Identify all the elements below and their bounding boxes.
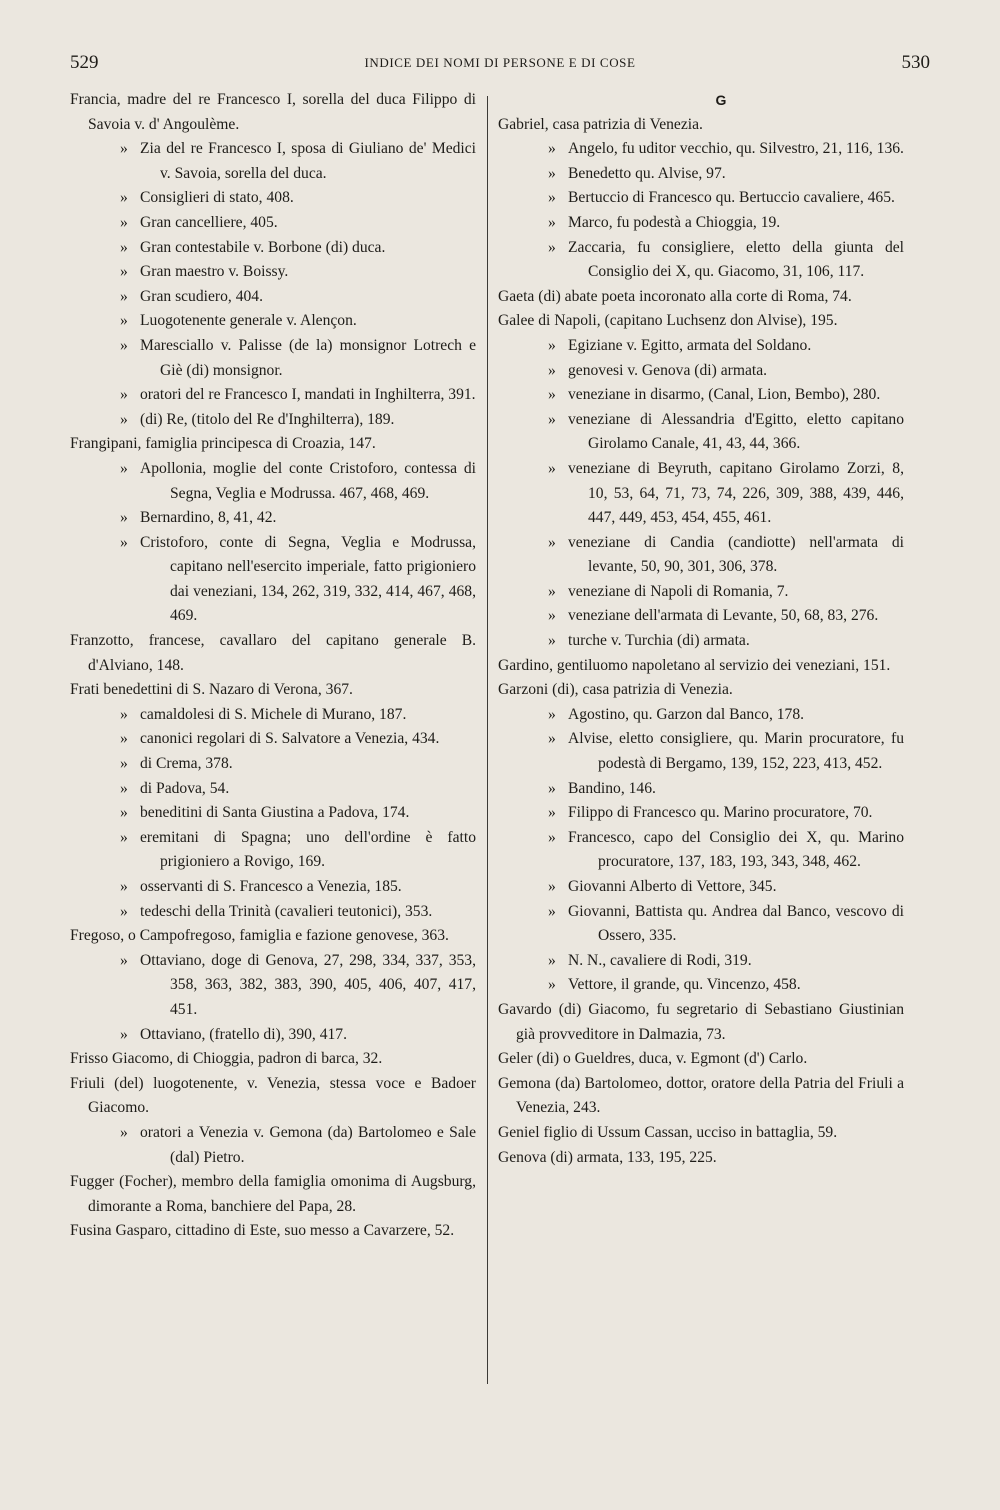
ditto-mark: »: [120, 263, 128, 281]
index-entry: Gavardo (di) Giacomo, fu segretario di Sebastiano Giustinian già provveditore in Dalmazia, 73.: [498, 1000, 904, 1043]
index-entry: Galee di Napoli, (capitano Luchsenz don Alvise), 195.: [498, 312, 838, 330]
section-letter: G: [715, 92, 727, 108]
ditto-mark: »: [120, 386, 128, 404]
subentry-text: di Crema, 378.: [140, 755, 233, 773]
subentry-text: Francesco, capo del Consiglio dei X, qu. Marino procuratore, 137, 183, 193, 343, 348, 462.: [568, 828, 904, 871]
index-subentry: [70, 826, 476, 875]
index-subentry: [498, 629, 904, 654]
subentry-text: Zaccaria, fu consigliere, eletto della giunta del Consiglio dei X, qu. Giacomo, 31, 106, 117.: [568, 238, 904, 281]
subentry-text: Apollonia, moglie del conte Cristoforo, contessa di Segna, Veglia e Modrussa. 467, 468, 469.: [140, 459, 476, 502]
subentry-text: Angelo, fu uditor vecchio, qu. Silvestro, 21, 116, 136.: [568, 140, 904, 158]
page-header: [0, 52, 1000, 82]
ditto-mark: »: [548, 361, 556, 379]
index-subentry: [498, 457, 904, 531]
running-title: INDICE DEI NOMI DI PERSONE E DI COSE: [364, 55, 636, 70]
ditto-mark: »: [548, 951, 556, 969]
index-entry: Francia, madre del re Francesco I, sorella del duca Filippo di Savoia v. d' Angoulème.: [70, 91, 476, 133]
index-subentry: [498, 949, 904, 974]
subentry-text: di Padova, 54.: [140, 779, 230, 797]
subentry-text: Vettore, il grande, qu. Vincenzo, 458.: [568, 976, 801, 994]
ditto-mark: »: [548, 189, 556, 207]
page-number-right: 530: [901, 52, 930, 73]
subentry-text: beneditini di Santa Giustina a Padova, 174.: [140, 804, 410, 822]
index-subentry: [70, 506, 476, 531]
index-entry: Geler (di) o Gueldres, duca, v. Egmont (d') Carlo.: [498, 1050, 808, 1068]
subentry-text: veneziane dell'armata di Levante, 50, 68, 83, 276.: [568, 607, 879, 625]
index-subentry: [70, 531, 476, 629]
subentry-text: Consiglieri di stato, 408.: [140, 189, 294, 207]
subentry-text: Luogotenente generale v. Alençon.: [140, 312, 357, 330]
index-subentry: [498, 211, 904, 236]
index-subentry: [498, 334, 904, 359]
index-subentry: [70, 211, 476, 236]
index-subentry: [498, 875, 904, 900]
subentry-text: veneziane di Napoli di Romania, 7.: [568, 582, 789, 600]
ditto-mark: »: [548, 607, 556, 625]
ditto-mark: »: [548, 336, 556, 354]
index-subentry: [70, 1121, 476, 1170]
page-number-left: 529: [70, 52, 99, 73]
index-entry: Fusina Gasparo, cittadino di Este, suo messo a Cavarzere, 52.: [70, 1222, 455, 1240]
ditto-mark: »: [120, 140, 128, 158]
subentry-text: Giovanni, Battista qu. Andrea dal Banco, vescovo di Ossero, 335.: [568, 902, 904, 945]
index-subentry: [70, 752, 476, 777]
subentry-text: Alvise, eletto consigliere, qu. Marin procuratore, fu podestà di Bergamo, 139, 152, 223, 413, 452.: [568, 730, 904, 773]
subentry-text: Zia del re Francesco I, sposa di Giuliano de' Medici v. Savoia, sorella del duca.: [140, 140, 476, 182]
subentry-text: Giovanni Alberto di Vettore, 345.: [568, 878, 777, 895]
subentry-text: Ottaviano, (fratello di), 390, 417.: [140, 1025, 347, 1043]
ditto-mark: »: [120, 238, 128, 256]
index-subentry: [498, 580, 904, 605]
ditto-mark: »: [120, 459, 128, 477]
ditto-mark: »: [120, 1123, 128, 1141]
subentry-text: Gran contestabile v. Borbone (di) duca.: [140, 238, 386, 256]
ditto-mark: »: [548, 410, 556, 428]
ditto-mark: »: [548, 386, 556, 404]
subentry-text: veneziane in disarmo, (Canal, Lion, Bembo), 280.: [568, 386, 881, 404]
subentry-text: oratori a Venezia v. Gemona (da) Bartolomeo e Sale (dal) Pietro.: [140, 1123, 476, 1166]
ditto-mark: »: [120, 287, 128, 305]
ditto-mark: »: [120, 336, 128, 354]
index-entry: Frisso Giacomo, di Chioggia, padron di barca, 32.: [70, 1050, 383, 1068]
subentry-text: Bernardino, 8, 41, 42.: [140, 509, 277, 527]
index-entry: Genova (di) armata, 133, 195, 225.: [498, 1148, 717, 1166]
ditto-mark: »: [120, 705, 128, 723]
ditto-mark: »: [120, 730, 128, 748]
subentry-text: Filippo di Francesco qu. Marino procuratore, 70.: [568, 804, 873, 822]
subentry-text: Egiziane v. Egitto, armata del Soldano.: [568, 336, 812, 354]
index-subentry: [70, 383, 476, 408]
ditto-mark: »: [548, 902, 556, 920]
index-subentry: [70, 137, 476, 186]
index-subentry: [498, 727, 904, 776]
ditto-mark: »: [120, 1025, 128, 1043]
subentry-text: (di) Re, (titolo del Re d'Inghilterra), 189.: [140, 410, 395, 428]
ditto-mark: »: [120, 878, 128, 895]
ditto-mark: »: [120, 509, 128, 527]
subentry-text: Gran scudiero, 404.: [140, 287, 263, 305]
ditto-mark: »: [120, 804, 128, 822]
ditto-mark: »: [120, 213, 128, 231]
ditto-mark: »: [120, 410, 128, 428]
ditto-mark: »: [120, 828, 128, 846]
ditto-mark: »: [120, 951, 128, 969]
index-subentry: [498, 137, 904, 162]
ditto-mark: »: [120, 533, 128, 551]
ditto-mark: »: [548, 705, 556, 723]
subentry-text: tedeschi della Trinità (cavalieri teutonici), 353.: [140, 902, 433, 920]
ditto-mark: »: [548, 828, 556, 846]
ditto-mark: »: [548, 632, 556, 650]
index-subentry: [70, 727, 476, 752]
index-subentry: [498, 801, 904, 826]
subentry-text: Maresciallo v. Palisse (de la) monsignor Lotrech e Giè (di) monsignor.: [140, 336, 476, 379]
index-subentry: [70, 900, 476, 925]
index-subentry: [70, 703, 476, 728]
ditto-mark: »: [548, 533, 556, 551]
index-subentry: [498, 826, 904, 875]
index-subentry: [70, 236, 476, 261]
index-subentry: [498, 777, 904, 802]
index-subentry: [70, 949, 476, 1023]
subentry-text: Ottaviano, doge di Genova, 27, 298, 334, 337, 353, 358, 363, 382, 383, 390, 405, 406, 407, 417, 451.: [140, 951, 476, 1018]
index-subentry: [70, 408, 476, 433]
index-entry: Franzotto, francese, cavallaro del capitano generale B. d'Alviano, 148.: [70, 632, 476, 674]
index-subentry: [498, 900, 904, 949]
index-subentry: [498, 604, 904, 629]
subentry-text: Marco, fu podestà a Chioggia, 19.: [568, 213, 781, 231]
subentry-text: Gran maestro v. Boissy.: [140, 263, 289, 281]
index-subentry: [70, 285, 476, 310]
index-subentry: [498, 186, 904, 211]
ditto-mark: »: [120, 755, 128, 773]
ditto-mark: »: [548, 582, 556, 600]
index-entry: Gabriel, casa patrizia di Venezia.: [498, 115, 703, 133]
subentry-text: osservanti di S. Francesco a Venezia, 185.: [140, 878, 402, 895]
subentry-text: camaldolesi di S. Michele di Murano, 187.: [140, 705, 407, 723]
index-entry: Frati benedettini di S. Nazaro di Verona, 367.: [70, 681, 353, 699]
index-subentry: [70, 334, 476, 383]
subentry-text: oratori del re Francesco I, mandati in Inghilterra, 391.: [140, 386, 476, 404]
index-subentry: [70, 777, 476, 802]
ditto-mark: »: [548, 213, 556, 231]
subentry-text: Bandino, 146.: [568, 779, 656, 797]
subentry-text: Cristoforo, conte di Segna, Veglia e Modrussa, capitano nell'esercito imperiale, fatto prigioniero dai veneziani, 134, 262, 319, 332, 414, 467, 468, 469.: [140, 533, 476, 625]
index-entry: Fregoso, o Campofregoso, famiglia e fazione genovese, 363.: [70, 927, 449, 945]
subentry-text: Bertuccio di Francesco qu. Bertuccio cavaliere, 465.: [568, 189, 895, 207]
ditto-mark: »: [120, 312, 128, 330]
index-entry: Fugger (Focher), membro della famiglia omonima di Augsburg, dimorante a Roma, banchiere del Papa, 28.: [70, 1173, 476, 1215]
ditto-mark: »: [120, 189, 128, 207]
subentry-text: Gran cancelliere, 405.: [140, 213, 278, 231]
index-entry: Friuli (del) luogotenente, v. Venezia, stessa voce e Badoer Giacomo.: [70, 1074, 476, 1117]
index-subentry: [70, 260, 476, 285]
index-subentry: [70, 309, 476, 334]
subentry-text: veneziane di Alessandria d'Egitto, eletto capitano Girolamo Canale, 41, 43, 44, 366.: [568, 410, 904, 453]
index-column-right: [498, 88, 904, 1170]
index-subentry: [70, 875, 476, 900]
index-entry: Garzoni (di), casa patrizia di Venezia.: [498, 681, 733, 699]
subentry-text: Agostino, qu. Garzon dal Banco, 178.: [568, 705, 805, 723]
ditto-mark: »: [548, 976, 556, 994]
ditto-mark: »: [548, 779, 556, 797]
ditto-mark: »: [548, 878, 556, 895]
subentry-text: veneziane di Candia (candiotte) nell'armata di levante, 50, 90, 301, 306, 378.: [568, 533, 904, 576]
index-entry: Frangipani, famiglia principesca di Croazia, 147.: [70, 435, 376, 453]
subentry-text: eremitani di Spagna; uno dell'ordine è fatto prigioniero a Rovigo, 169.: [140, 828, 476, 871]
ditto-mark: »: [120, 902, 128, 920]
index-subentry: [498, 408, 904, 457]
index-column-left: [70, 88, 476, 1244]
ditto-mark: »: [120, 779, 128, 797]
index-subentry: [498, 703, 904, 728]
index-subentry: [498, 236, 904, 285]
index-entry: Gemona (da) Bartolomeo, dottor, oratore della Patria del Friuli a Venezia, 243.: [498, 1074, 904, 1117]
subentry-text: canonici regolari di S. Salvatore a Venezia, 434.: [140, 730, 440, 748]
index-subentry: [70, 186, 476, 211]
index-subentry: [498, 973, 904, 998]
index-entry: Geniel figlio di Ussum Cassan, ucciso in battaglia, 59.: [498, 1123, 838, 1141]
ditto-mark: »: [548, 804, 556, 822]
subentry-text: N. N., cavaliere di Rodi, 319.: [568, 951, 752, 969]
index-subentry: [70, 1023, 476, 1048]
column-divider: [487, 96, 488, 1384]
ditto-mark: »: [548, 164, 556, 182]
subentry-text: veneziane di Beyruth, capitano Girolamo Zorzi, 8, 10, 53, 64, 71, 73, 74, 226, 309, 388, 439, 446, 447, 449, 453, 454, 455, 461.: [568, 459, 904, 527]
subentry-text: turche v. Turchia (di) armata.: [568, 632, 750, 650]
index-subentry: [498, 531, 904, 580]
index-subentry: [498, 162, 904, 187]
index-entry: Gaeta (di) abate poeta incoronato alla corte di Roma, 74.: [498, 287, 852, 305]
ditto-mark: »: [548, 459, 556, 477]
index-subentry: [70, 801, 476, 826]
subentry-text: Benedetto qu. Alvise, 97.: [568, 164, 726, 182]
index-entry: Gardino, gentiluomo napoletano al servizio dei veneziani, 151.: [498, 656, 891, 674]
index-subentry: [70, 457, 476, 506]
ditto-mark: »: [548, 140, 556, 158]
index-subentry: [498, 359, 904, 384]
subentry-text: genovesi v. Genova (di) armata.: [568, 361, 768, 379]
index-subentry: [498, 383, 904, 408]
ditto-mark: »: [548, 730, 556, 748]
ditto-mark: »: [548, 238, 556, 256]
